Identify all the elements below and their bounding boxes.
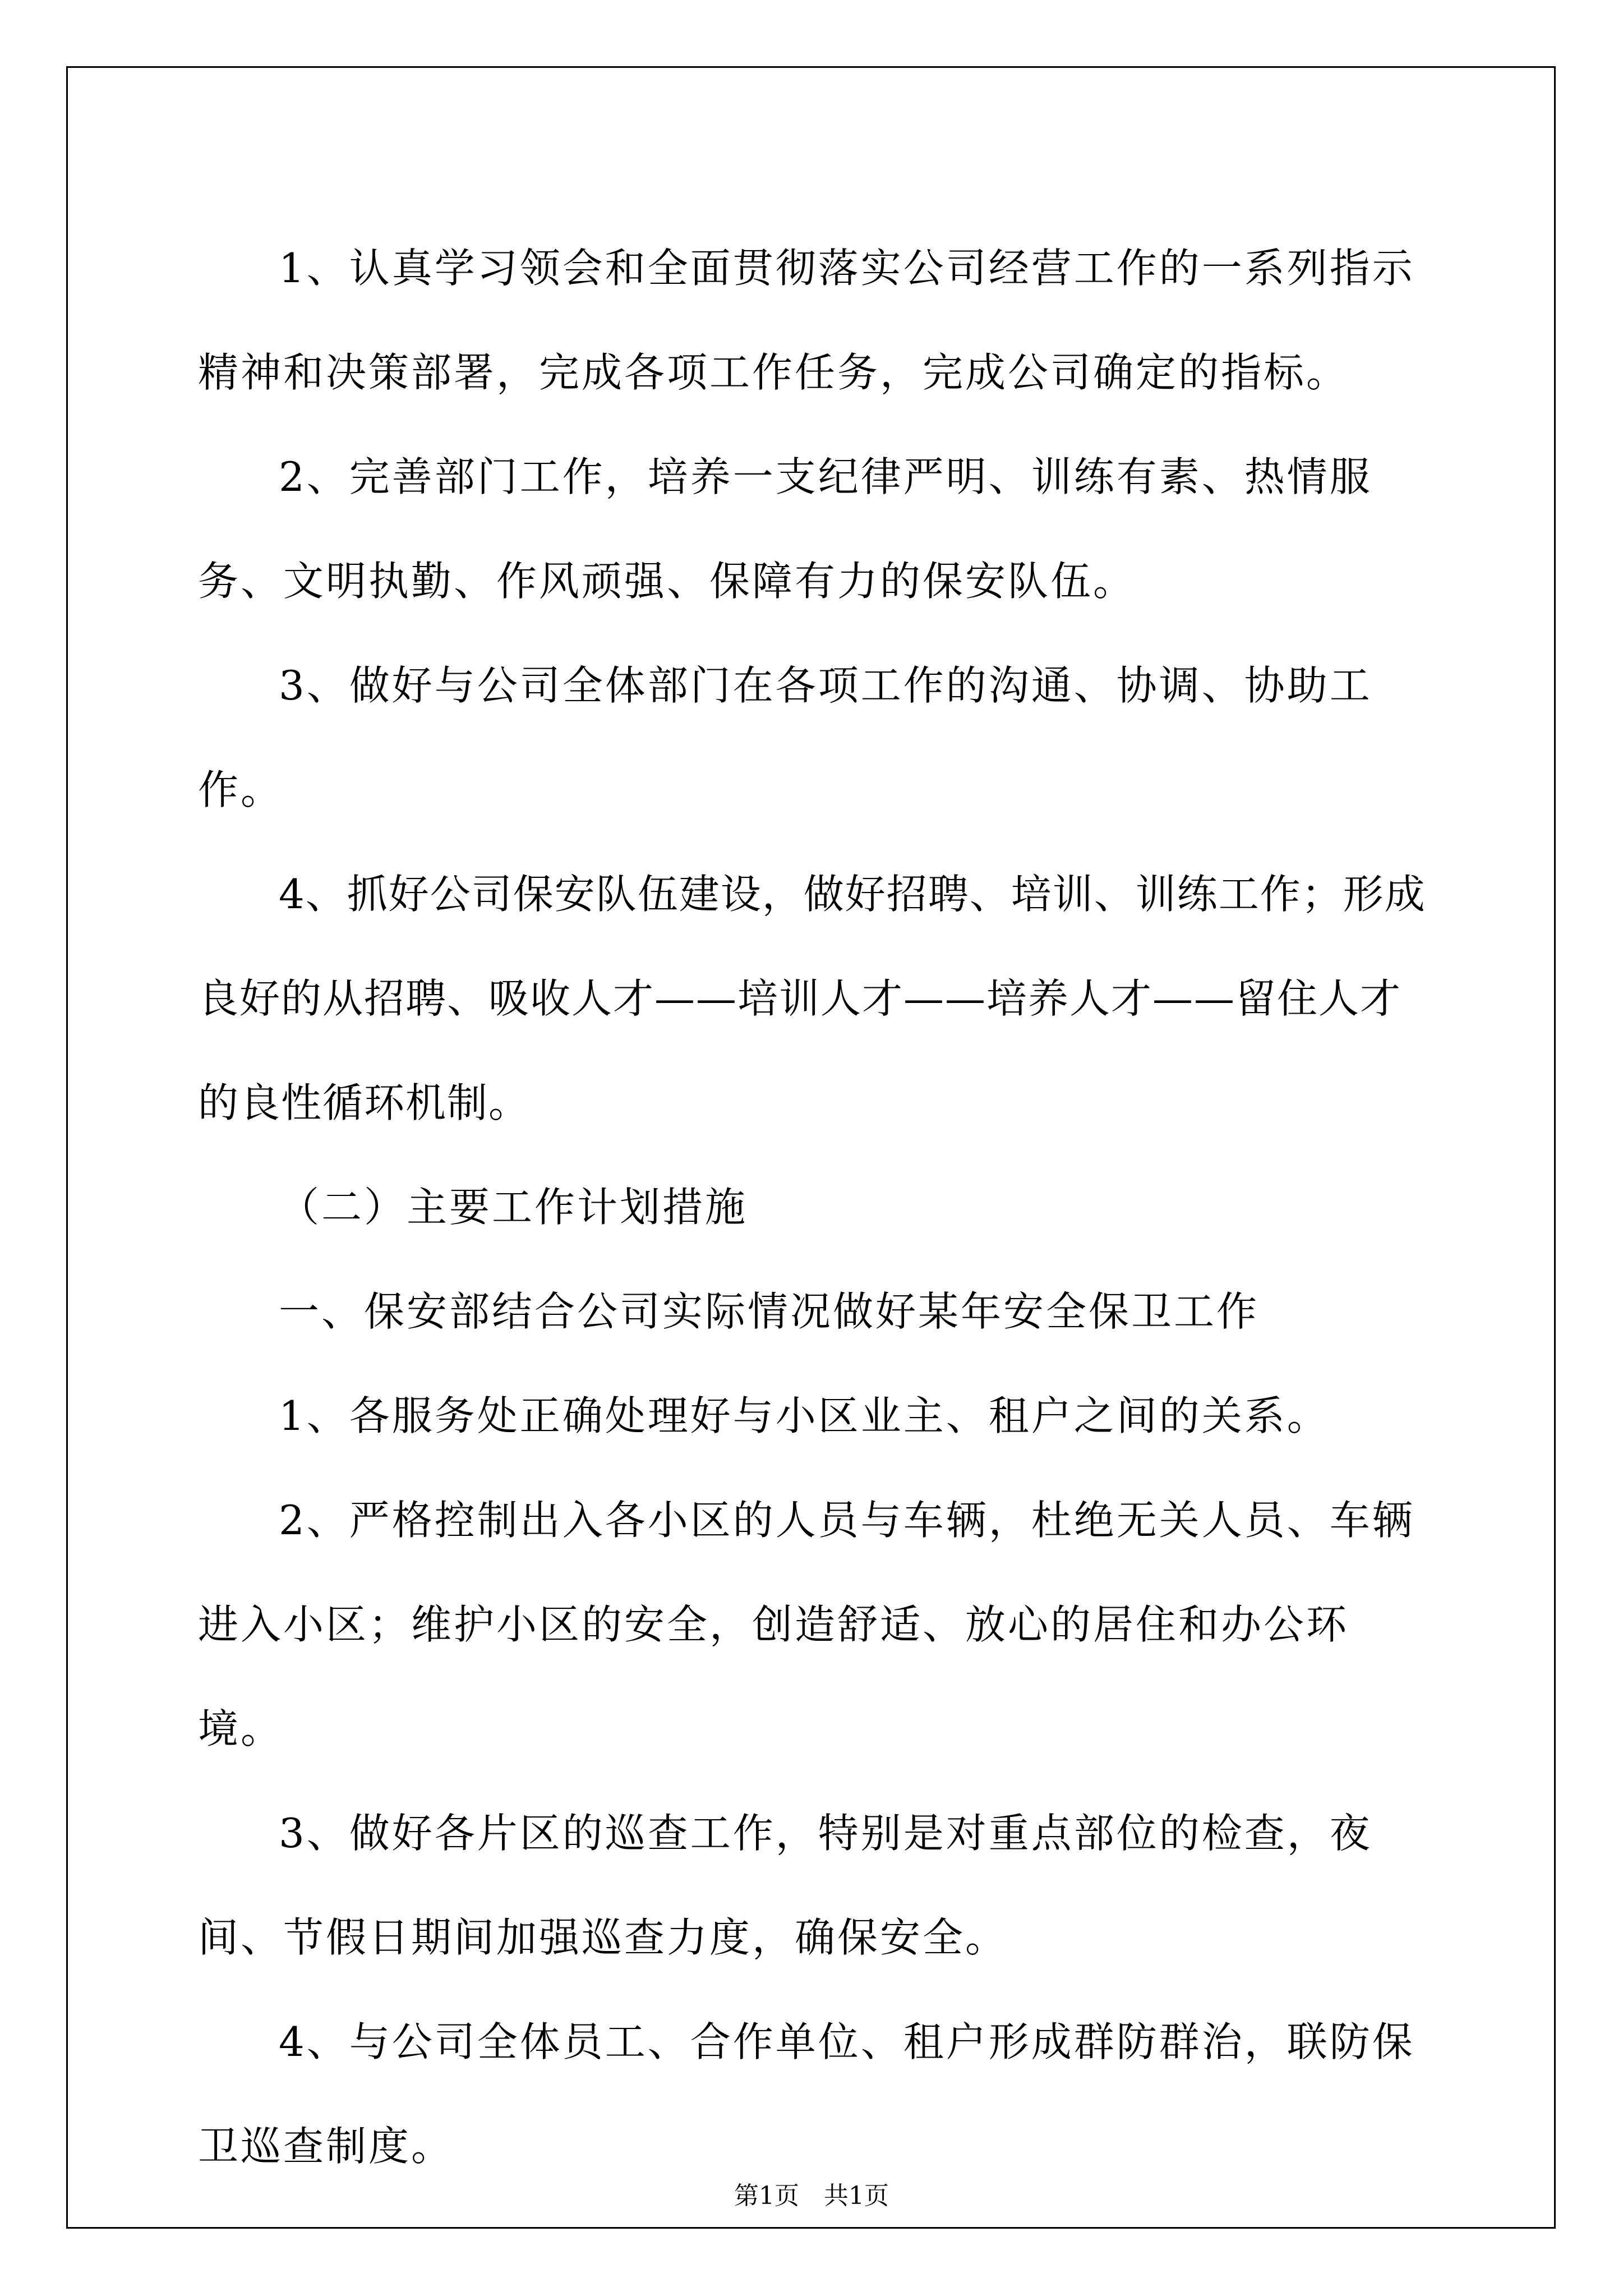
paragraph-8: 4、与公司全体员工、合作单位、租户形成群防群治，联防保卫巡查制度。 [198,2018,1415,2170]
section-heading: （二）主要工作计划措施 [279,1184,748,1231]
paragraph-2: 2、完善部门工作，培养一支纪律严明、训练有素、热情服务、文明执勤、作风顽强、保障有力的保安队伍。 [198,453,1372,605]
subsection-heading: 一、保安部结合公司实际情况做好某年安全保卫工作 [279,1288,1260,1335]
paragraph-4: 4、抓好公司保安队伍建设，做好招聘、培训、训练工作；形成良好的从招聘、吸收人才——培训人才——培养人才——留住人才的良性循环机制。 [198,871,1426,1126]
paragraph-1: 1、认真学习领会和全面贯彻落实公司经营工作的一系列指示精神和决策部署，完成各项工作任务，完成公司确定的指标。 [198,245,1415,396]
paragraph-6: 2、严格控制出入各小区的人员与车辆，杜绝无关人员、车辆进入小区；维护小区的安全，创造舒适、放心的居住和办公环境。 [198,1497,1415,1752]
paragraph-3: 3、做好与公司全体部门在各项工作的沟通、协调、协助工作。 [198,662,1372,813]
page-footer: 第1页 共1页 [734,2182,889,2210]
paragraph-7: 3、做好各片区的巡查工作，特别是对重点部位的检查，夜间、节假日期间加强巡查力度，确保安全。 [198,1810,1372,1961]
document-body [198,216,1429,2198]
paragraph-5: 1、各服务处正确处理好与小区业主、租户之间的关系。 [279,1392,1330,1439]
